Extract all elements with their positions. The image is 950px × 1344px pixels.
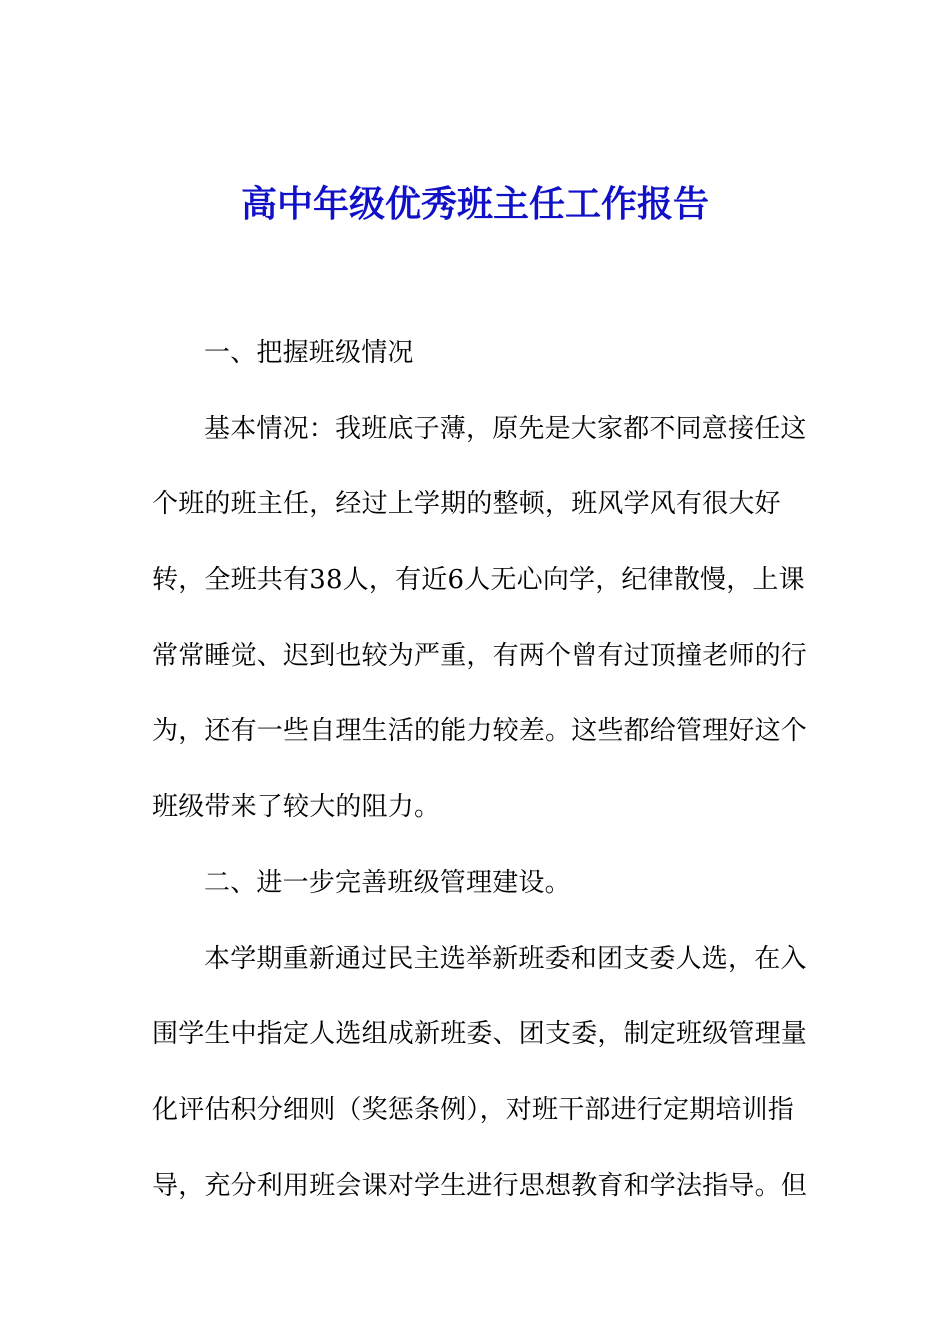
paragraph-line: 化评估积分细则（奖惩条例），对班干部进行定期培训指: [152, 1094, 795, 1125]
paragraph-line: 导，充分利用班会课对学生进行思想教育和学法指导。但: [152, 1170, 808, 1201]
paragraph-line: 个班的班主任，经过上学期的整顿，班风学风有很大好: [152, 489, 781, 520]
paragraph-line: 常常睡觉、迟到也较为严重，有两个曾有过顶撞老师的行: [152, 640, 808, 671]
section-heading-1: 一、把握班级情况: [204, 338, 414, 368]
paragraph-line: 本学期重新通过民主选举新班委和团支委人选，在入: [204, 943, 807, 974]
paragraph-line: 为，还有一些自理生活的能力较差。这些都给管理好这个: [152, 716, 808, 747]
section-heading-2: 二、进一步完善班级管理建设。: [204, 867, 571, 898]
document-body: [152, 327, 808, 1235]
paragraph-line: 围学生中指定人选组成新班委、团支委，制定班级管理量: [152, 1019, 808, 1050]
paragraph-line: 班级带来了较大的阻力。: [152, 792, 441, 823]
paragraph-line: 转，全班共有38人，有近6人无心向学，纪律散慢，上课: [152, 565, 805, 596]
document-title: 高中年级优秀班主任工作报告: [240, 183, 709, 225]
paragraph-line: 基本情况：我班底子薄，原先是大家都不同意接任这: [204, 413, 807, 444]
